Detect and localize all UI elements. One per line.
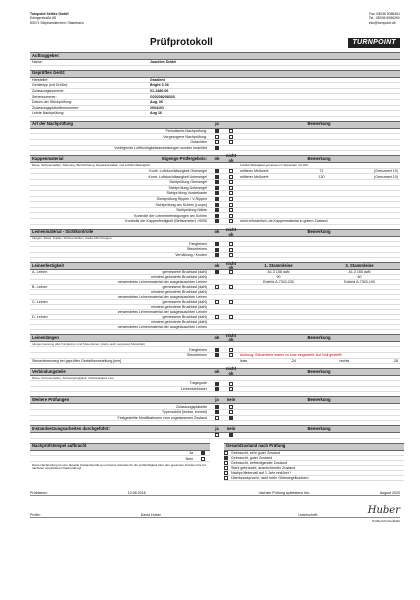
col-nok: nicht ok <box>225 332 236 343</box>
leinen-sicht-row-nok[interactable] <box>229 242 233 246</box>
festigkeit-label: gemessene Bruchlast (daN) <box>162 300 207 305</box>
geraet-value: Aug. 06 <box>150 100 163 105</box>
kappen-row: Kontr. Luftdurchlässigkeit Obersegel <box>149 168 207 173</box>
gesamt-item: Gebraucht, sehr guter Zustand <box>231 450 280 455</box>
laengen-row-ok[interactable] <box>215 353 219 357</box>
col-bemerkung: Bemerkung <box>307 229 331 235</box>
leinen-sicht-row-ok[interactable] <box>215 253 219 257</box>
festigkeit-nok[interactable] <box>229 270 233 274</box>
weitere-heading: Weitere Prüfungen <box>32 396 70 402</box>
festigkeit-nok[interactable] <box>229 315 233 319</box>
kappen-value: 130 <box>318 174 325 179</box>
geraet-value: Aug 16 <box>150 111 162 116</box>
pruefdatum-label: Prüfdatum: <box>30 490 48 495</box>
kappen-row-nok[interactable] <box>229 169 233 173</box>
rechts-value: -28 <box>392 358 398 363</box>
kappen-row: Kontr. Luftdurchlässigkeit Untersegel <box>148 174 207 179</box>
festigkeit-ok[interactable] <box>215 270 219 274</box>
geraet-value: 2004101 <box>150 105 164 110</box>
kappen-row-ok[interactable] <box>215 175 219 179</box>
gesamt-item: Gebraucht, befriedigender Zustand <box>231 460 287 465</box>
festigkeit-label: mindest geforderte Bruchlast (daN) <box>151 320 207 325</box>
art-row-nok[interactable] <box>229 140 233 144</box>
laengen-heading: Leinenlängen <box>32 335 59 341</box>
kappen-limit: (Grenzwert 10) <box>374 174 398 179</box>
company-name: Turnpoint Seiltex GmbH <box>30 12 69 16</box>
kappen-limit: (Grenzwert 10) <box>374 168 398 173</box>
festigkeit-ok[interactable] <box>215 315 219 319</box>
pruefer-label: Prüfer: <box>30 512 41 517</box>
festigkeit-label: mindest geforderte Bruchlast (daN) <box>151 275 207 280</box>
festigkeit-nok[interactable] <box>229 285 233 289</box>
kappen-row-nok[interactable] <box>229 203 233 207</box>
col-s2: 3. Stammleine <box>345 263 374 269</box>
unterschrift-label: Unterschrift: <box>298 512 318 517</box>
geraet-key: Seriennummer: <box>32 94 57 99</box>
next-label: nächste Prüfung spätestens bis: <box>258 490 310 495</box>
kappen-remark: mittlerer Meßwert: <box>240 168 269 173</box>
verbind-desc: Risse, Scheuerstellen, Schwergängigkeit, Vollständigkeit usw. <box>30 376 400 381</box>
weitere-row-nok[interactable] <box>229 416 233 420</box>
kappen-row-ok[interactable] <box>215 208 219 212</box>
weitere-row-ok[interactable] <box>215 410 219 414</box>
art-row: Gutachten <box>190 140 207 145</box>
col-s1: 1. Stammleine <box>264 263 293 269</box>
section-festigkeit <box>30 262 400 330</box>
stammleine-3: A1.3 165 daN <box>348 270 371 275</box>
kappen-heading: Kappenmaterial <box>32 155 64 161</box>
company-fax: Fax: 08036 9086261 <box>368 12 400 16</box>
einstell-label: Steuerleinenweg bei geprüfter Gestellkennstellung [mm] <box>32 358 122 363</box>
laengen-desc: Längenmessung aller Fangleinen und Steuerleinen (siehe auch separates Messblatt) <box>30 342 400 347</box>
auftraggeber-heading: Auftraggeber: <box>32 52 60 58</box>
leinen-sicht-row: Vernähung / Knoten <box>175 253 207 258</box>
company-city: 83071 Stephanskirchen / Baierbach <box>30 20 84 25</box>
art-row: Vorgezogene Nachprüfung: <box>163 134 207 139</box>
festigkeit-label: mindest geforderte Bruchlast (daN) <box>151 290 207 295</box>
line-group: B- Leinen <box>32 285 48 290</box>
signature: Huber <box>367 505 400 517</box>
verbind-row-nok[interactable] <box>229 382 233 386</box>
verbind-row-ok[interactable] <box>215 387 219 391</box>
festigkeit-nok[interactable] <box>229 300 233 304</box>
stammleine-1: 90 <box>276 275 281 280</box>
art-heading: Art der Nachprüfung <box>32 121 73 127</box>
stammleine-1: Edelrid A-7343-230 <box>263 280 294 285</box>
kappen-remark: mittlerer Meßwert: <box>240 174 269 179</box>
kappen-row-ok[interactable] <box>215 214 219 218</box>
gesamt-heading: Gesamtzustand nach Prüfung <box>226 443 286 449</box>
instand-ja: ja <box>215 425 219 431</box>
festigkeit-label: mindest geforderte Bruchlast (daN) <box>151 305 207 310</box>
kappen-remark-head: Luftdurchlässigkeit gemessen in Sekunden mit JDC <box>240 162 309 167</box>
aufbracht-heading: Nachprüfstempel aufbracht <box>32 443 87 449</box>
checkbox-aufbracht-ja[interactable] <box>201 451 205 455</box>
kappen-value: 71 <box>319 168 324 173</box>
pruefer-value: David Huber <box>140 512 161 517</box>
geraet-heading: Geprüftes Gerät: <box>32 70 66 76</box>
col-bemerkung: Bemerkung <box>307 335 331 341</box>
gesamt-item: Gebraucht, guter Zustand <box>231 455 272 460</box>
stamp-text: Prüfbericht Dockblatt <box>372 518 400 523</box>
festigkeit-label: gemessene Bruchlast (daN) <box>162 315 207 320</box>
aufbracht-nein-label: Nein <box>185 456 193 461</box>
section-geraet <box>30 70 400 117</box>
turnpoint-logo: TURNPOINT <box>348 38 400 48</box>
geraet-key: Zulassungsnummer: <box>32 89 65 94</box>
col-ok: ok <box>214 368 220 374</box>
col-nok: nicht ok <box>225 226 236 237</box>
col-ok: ok <box>214 155 220 161</box>
col-nein: nein <box>226 396 236 402</box>
verbind-row: Leinenschlösser <box>181 387 207 392</box>
company-contact <box>369 12 400 25</box>
stammleine-3: 60 <box>357 275 362 280</box>
rechts-label: rechts <box>339 358 350 363</box>
leinen-sicht-row-ok[interactable] <box>215 248 219 252</box>
kappen-row-ok[interactable] <box>215 219 219 223</box>
kappen-row-nok[interactable] <box>229 197 233 201</box>
pruefdatum-value: 13.08.2018 <box>127 490 146 495</box>
name-value: Joachim Seidel <box>150 60 177 65</box>
section-leinen-sicht <box>30 226 400 259</box>
kappen-row: Sichtprüfung Obersegel <box>169 180 207 185</box>
gesamt-item: Stark gebraucht, ausreichender Zustand <box>231 465 296 470</box>
kappen-row-nok[interactable] <box>229 219 233 223</box>
art-row-ok[interactable] <box>215 129 219 133</box>
kappen-row-nok[interactable] <box>229 175 233 179</box>
kappen-remark: nicht erforderlich, da Kappenmaterial in gutem Zustand <box>240 219 328 224</box>
weitere-row: Festgestellte Modifikationen zum zugelassenen Zustand <box>117 415 207 420</box>
col-bemerkung: Bemerkung <box>307 155 331 161</box>
weitere-row-nok[interactable] <box>229 405 233 409</box>
section-instand <box>30 425 400 439</box>
festigkeit-heading: Leinenfestigkeit <box>32 263 64 269</box>
section-weitere <box>30 396 400 421</box>
links-value: -24 <box>290 358 296 363</box>
col-ok: ok <box>214 263 220 269</box>
leinen-sicht-row-nok[interactable] <box>229 253 233 257</box>
line-group: C- Leinen <box>32 300 48 305</box>
kappen-row-nok[interactable] <box>229 191 233 195</box>
leinen-sicht-heading: Leinenmaterial - Sichtkontrolle <box>32 229 94 235</box>
weitere-row-nok[interactable] <box>229 410 233 414</box>
geraet-key: Hersteller: <box>32 77 49 82</box>
checkbox-aufbracht-nein[interactable] <box>201 457 205 461</box>
verbind-row-nok[interactable] <box>229 387 233 391</box>
laengen-row-ok[interactable] <box>215 348 219 352</box>
footer-dates <box>30 489 400 496</box>
checkbox-instand-ja[interactable] <box>215 433 219 437</box>
geraet-key: Gerätetyp (mit Größe): <box>32 83 69 88</box>
line-group: D- Leinen <box>32 315 48 320</box>
gesamt-item: Überbeansprucht, nicht mehr Gütesiegelkonform <box>231 475 309 480</box>
stammleine-3: Edelrid A-7343-190 <box>344 280 375 285</box>
festigkeit-ok[interactable] <box>215 300 219 304</box>
col-nok: nicht ok <box>225 366 236 377</box>
col-ja: ja <box>215 121 219 127</box>
geraet-value: G20208208333 <box>150 94 175 99</box>
col-bemerkung: Bemerkung <box>307 121 331 127</box>
leinen-sicht-desc: Längen, Risse, Knicke, Scheuerstellen, starke Abnutzungen <box>30 237 400 242</box>
checkbox-lta[interactable] <box>215 146 219 150</box>
footer-signature <box>30 506 400 518</box>
art-row-nok[interactable] <box>229 129 233 133</box>
geraet-value: Gradient <box>150 77 165 82</box>
laengen-row-nok[interactable] <box>229 348 233 352</box>
leinen-sicht-row: Steuerleinen <box>186 247 207 252</box>
kappen-row-nok[interactable] <box>229 208 233 212</box>
verbind-row-ok[interactable] <box>215 382 219 386</box>
verbind-heading: Verbindungsteile <box>32 368 66 374</box>
company-street: Edingerstraße 68 <box>30 16 57 21</box>
page-title: Prüfprotokoll <box>150 36 213 48</box>
leinen-sicht-row-ok[interactable] <box>215 242 219 246</box>
col-ok: ok <box>214 335 220 341</box>
company-phone: Tel.: 08036 9086260 <box>368 16 400 21</box>
kappen-row: Sichtprüfung Nähte <box>176 208 207 213</box>
col-bemerkung: Bemerkung <box>307 368 331 374</box>
weitere-row: Zulassungsplakette <box>176 404 207 409</box>
kappen-row: Sichtprüfung Rippen / V-Rippen <box>156 196 207 201</box>
kappen-row-ok[interactable] <box>215 186 219 190</box>
art-note: Vorliegende Lufttüchtigkeitsanweisungen wurden beachtet <box>114 145 207 150</box>
weitere-row: Typenschild (lesbar, korrekt) <box>162 410 207 415</box>
col-ok: ok <box>214 229 220 235</box>
section-laengen <box>30 334 400 364</box>
kappen-row-nok[interactable] <box>229 214 233 218</box>
col-nok: nicht ok <box>225 153 236 164</box>
geraet-key: Zulassungsplakettennummer: <box>32 105 80 110</box>
festigkeit-label: gemessene Bruchlast (daN) <box>162 270 207 275</box>
col-ja: ja <box>215 396 219 402</box>
company-email: info@turnpoint.de <box>368 20 396 25</box>
instand-bemerkung: Bemerkung <box>307 425 331 431</box>
kappen-row-ok[interactable] <box>215 203 219 207</box>
festigkeit-label: verwendetes Leinenmaterial der ausgetauschten Leinen <box>117 295 207 300</box>
aufbracht-ja-label: Ja <box>189 451 193 456</box>
festigkeit-label: verwendetes Leinenmaterial der ausgetauschten Leinen <box>117 280 207 285</box>
section-kappen <box>30 155 400 225</box>
art-row-nok[interactable] <box>229 135 233 139</box>
geraet-value: Bright 3 28 <box>150 83 169 88</box>
leinen-sicht-row: Fangleinen <box>189 241 207 246</box>
festigkeit-label: verwendetes Leinenmaterial der ausgetauschten Leinen <box>117 325 207 330</box>
col-bemerkung: Bemerkung <box>307 396 331 402</box>
links-label: links <box>240 358 248 363</box>
aufbracht-desc: Diese Nachprüfung ist eine aktuelle Zustandsprüfung und keine Garantie für die Lufttüchtigkeit über den gesamten Zeitraum bis zur nächsten empfohlenen Nachprüfung! <box>32 462 207 471</box>
geraet-value: 01-1486-06 <box>150 89 169 94</box>
instand-heading: Instandsetzungsarbeiten durchgeführt: <box>32 425 110 431</box>
festigkeit-ok[interactable] <box>215 285 219 289</box>
kappen-row: Sichtprüfung Vorderkante <box>166 191 207 196</box>
leinen-sicht-row-nok[interactable] <box>229 248 233 252</box>
weitere-row-ok[interactable] <box>215 405 219 409</box>
kappen-row-ok[interactable] <box>215 191 219 195</box>
kappen-row: Sichtprüfung am Schirm (Loops) <box>155 202 207 207</box>
art-row-ok[interactable] <box>215 135 219 139</box>
laengen-row: Fangleinen <box>189 347 207 352</box>
name-label: Name: <box>32 60 43 65</box>
line-group: A- Leinen <box>32 270 48 275</box>
gesamt-item: Nachprüfintervall auf 1 Jahr verkürzt ! <box>231 470 291 475</box>
laengen-row-nok[interactable] <box>229 353 233 357</box>
kappen-row-ok[interactable] <box>215 180 219 184</box>
kappen-row: Sichtprüfung Untersegel <box>168 185 207 190</box>
weitere-row-ok[interactable] <box>215 416 219 420</box>
festigkeit-label: gemessene Bruchlast (daN) <box>162 285 207 290</box>
instand-nein: nein <box>226 425 236 431</box>
kappen-row-nok[interactable] <box>229 186 233 190</box>
company-address <box>30 12 84 25</box>
kappen-row: Kontrolle der Leinenbefestigungen am Schirm <box>134 213 207 218</box>
kappen-row: Kontrolle der Kappenfestigkeit (Bettsometer) >9000 <box>125 219 207 224</box>
geraet-key: Datum der Stückprüfung: <box>32 100 72 105</box>
laengen-row: Steuerleinen <box>186 353 207 358</box>
verbind-row: Tragegurte <box>189 381 207 386</box>
art-row: Periodische-Nachprüfung: <box>165 128 207 133</box>
kappen-sub: Eigengs-Prüfergebnis: <box>162 155 207 161</box>
art-row-ok[interactable] <box>215 140 219 144</box>
geraet-key: Letzte Nachprüfung: <box>32 111 65 116</box>
section-abschluss <box>30 443 400 481</box>
kappen-row-nok[interactable] <box>229 180 233 184</box>
stammleine-1: A1.3 158 daN <box>267 270 290 275</box>
col-nok: nicht ok <box>225 260 236 271</box>
kappen-row-ok[interactable] <box>215 197 219 201</box>
laengen-warning: Achtung: Steuerleine waren zu kurz eingestellt. Auf Null gestellt! <box>240 353 342 358</box>
kappen-desc: Risse, Scheuerstellen, Dehnung, Beschichtung, Reparaturstellen und Luftdurchlässigkeit <box>32 162 150 167</box>
kappen-row-ok[interactable] <box>215 169 219 173</box>
checkbox-instand-nein[interactable] <box>229 433 233 437</box>
next-value: August 2020 <box>379 490 400 495</box>
festigkeit-label: verwendetes Leinenmaterial der ausgetauschten Leinen <box>117 310 207 315</box>
section-verbind <box>30 368 400 392</box>
section-art <box>30 121 400 151</box>
section-auftraggeber <box>30 52 400 66</box>
